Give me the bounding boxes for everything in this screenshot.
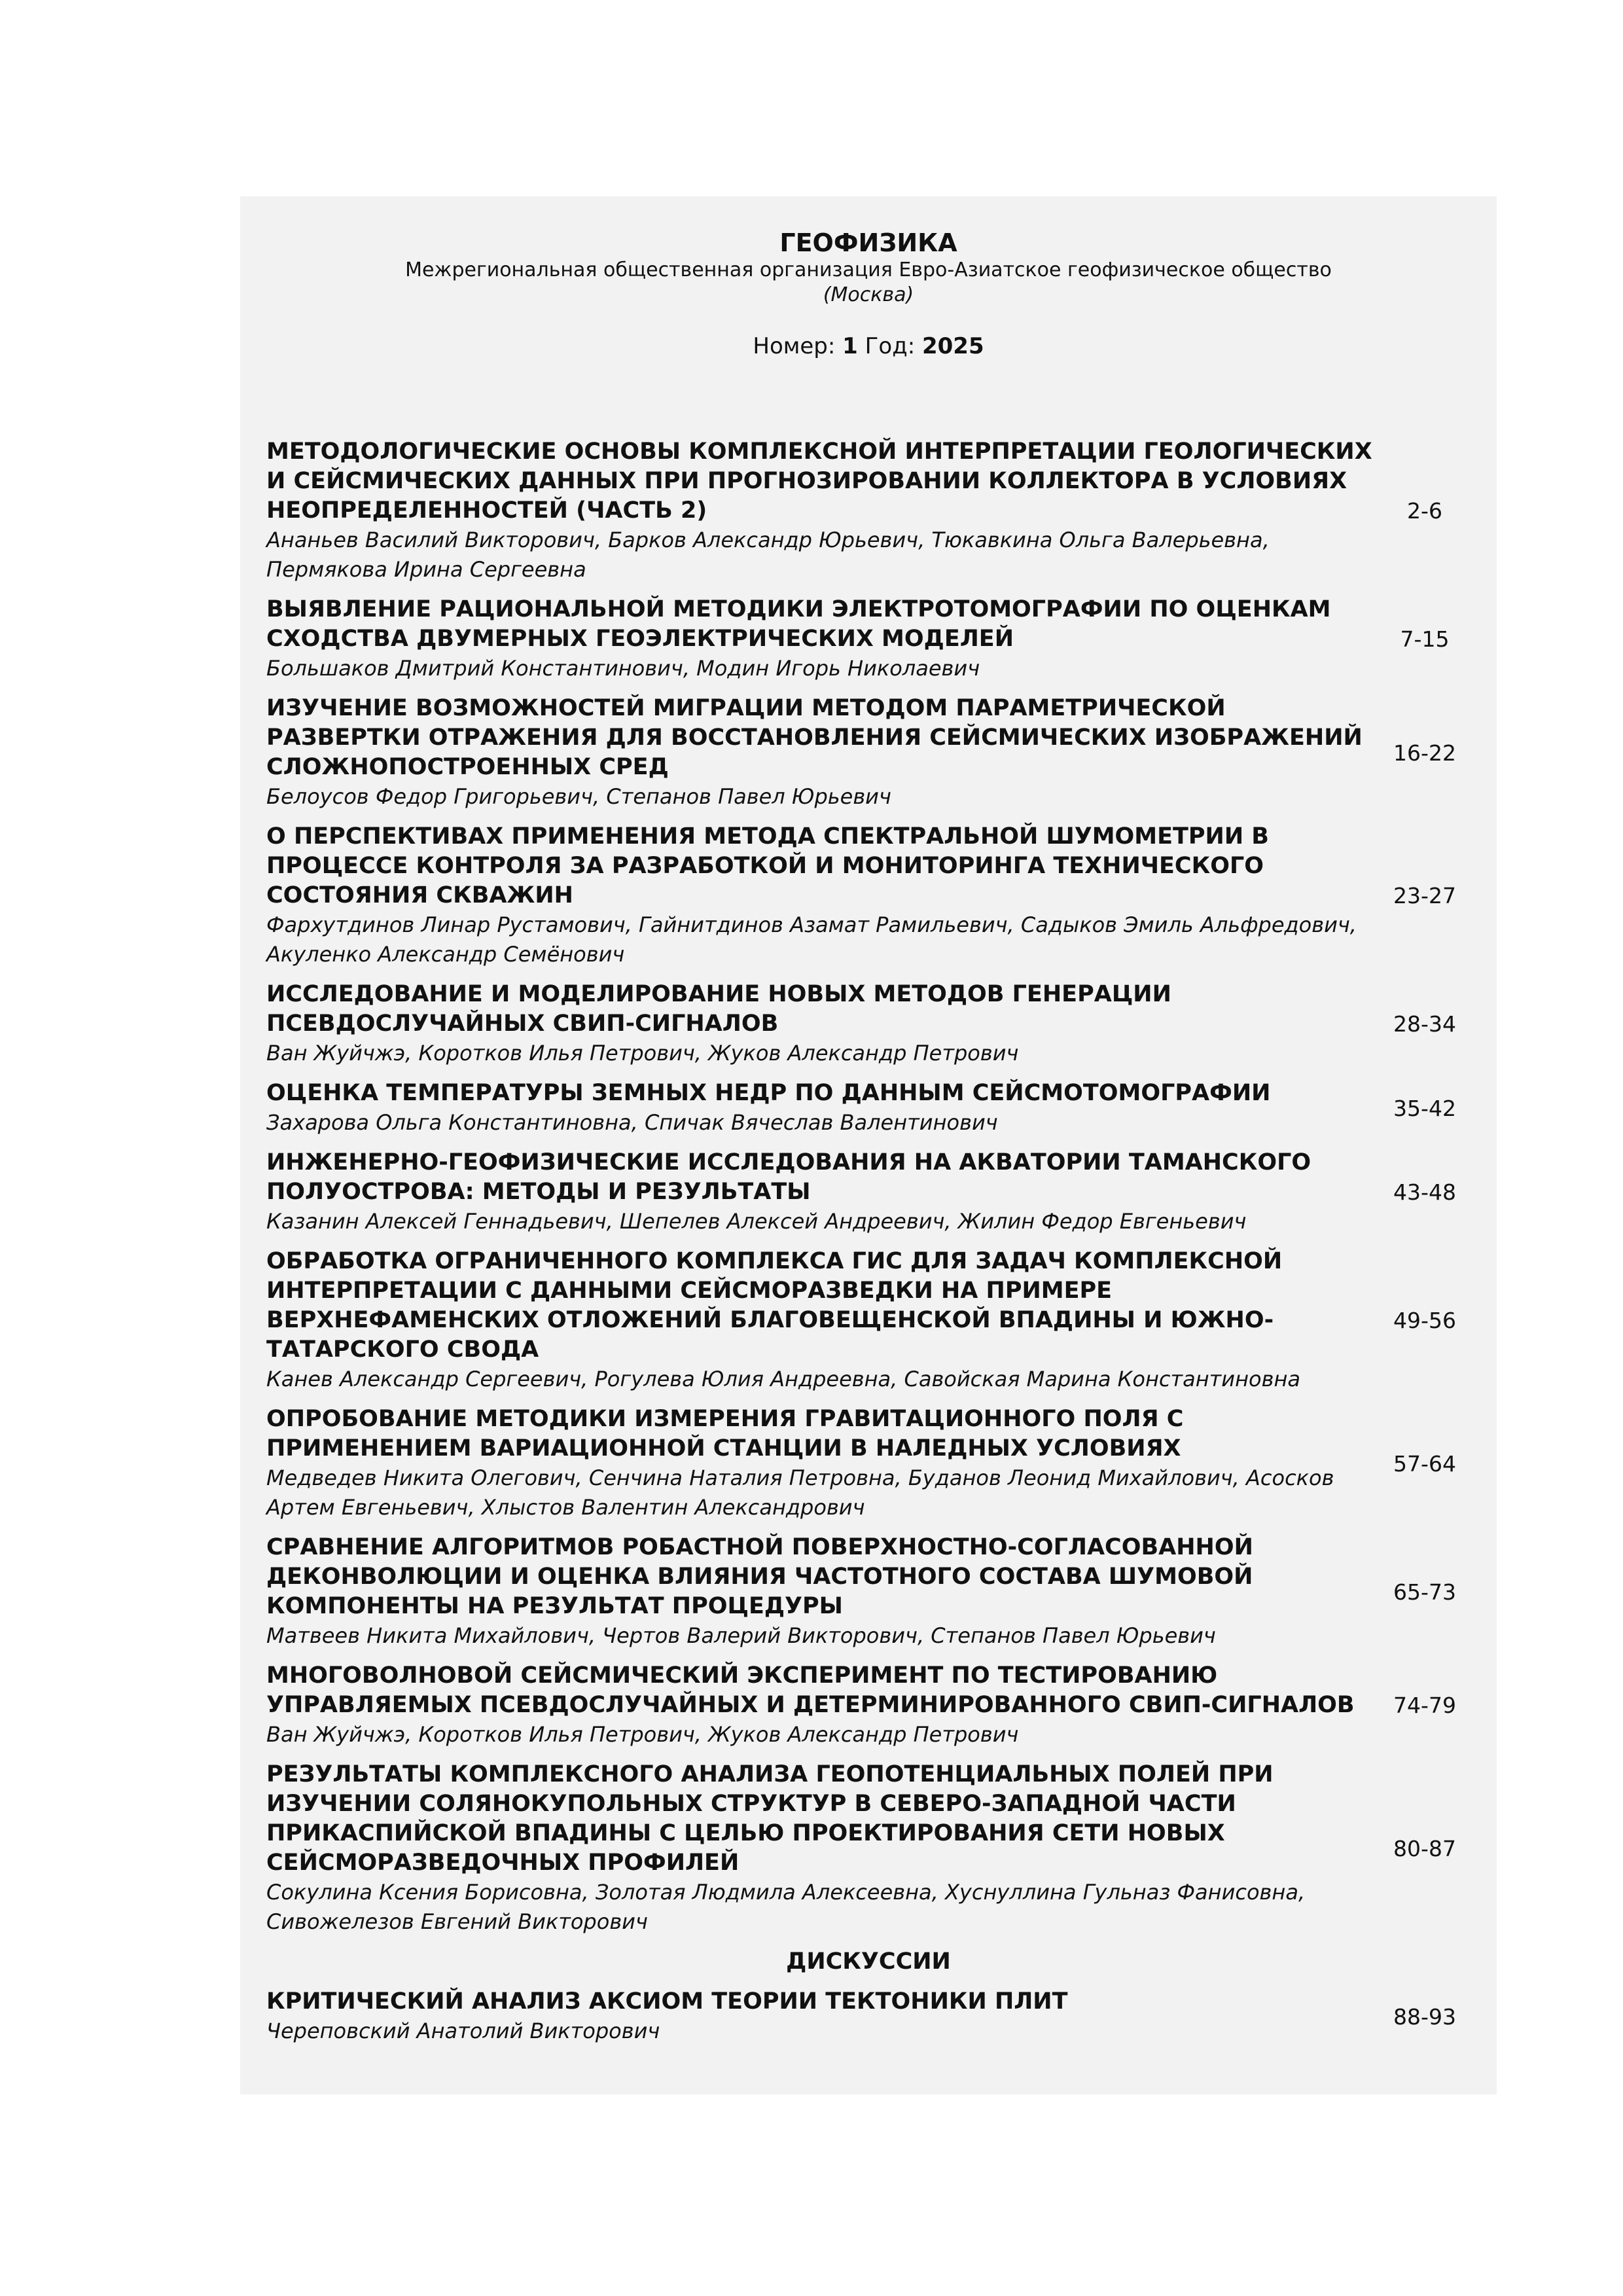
article-pages: 88-93 <box>1393 2003 1456 2030</box>
toc-entry[interactable] <box>266 1079 1471 1138</box>
article-title[interactable]: ОПРОБОВАНИЕ МЕТОДИКИ ИЗМЕРЕНИЯ ГРАВИТАЦИОННОГО ПОЛЯ С ПРИМЕНЕНИЕМ ВАРИАЦИОННОЙ СТАНЦИИ В НАЛЕДНЫХ УСЛОВИЯХ <box>266 1406 1184 1462</box>
article-authors: Большаков Дмитрий Константинович, Модин Игорь Николаевич <box>266 656 980 681</box>
article-pages: 43-48 <box>1393 1179 1456 1205</box>
section-heading-discussions: ДИСКУССИИ <box>786 1948 951 1975</box>
publisher-name: Межрегиональная общественная организация Евро-Азиатское геофизическое общество <box>405 259 1332 281</box>
toc-entry[interactable] <box>266 595 1471 683</box>
entry-body <box>266 822 1379 969</box>
article-pages: 80-87 <box>1393 1835 1456 1861</box>
toc-entry[interactable] <box>266 1760 1471 1937</box>
article-pages: 65-73 <box>1393 1579 1456 1605</box>
entry-body <box>266 1661 1379 1749</box>
article-title[interactable]: ОБРАБОТКА ОГРАНИЧЕННОГО КОМПЛЕКСА ГИС ДЛЯ ЗАДАЧ КОМПЛЕКСНОЙ ИНТЕРПРЕТАЦИИ С ДАННЫМИ СЕЙСМОРАЗВЕДКИ НА ПРИМЕРЕ ВЕРХНЕФАМЕНСКИХ ОТЛОЖЕНИЙ БЛАГОВЕЩЕНСКОЙ ВПАДИНЫ И ЮЖНО-ТАТАРСКОГО СВОДА <box>266 1248 1283 1363</box>
entry-body <box>266 437 1379 584</box>
article-pages: 7-15 <box>1400 626 1450 652</box>
article-title[interactable]: СРАВНЕНИЕ АЛГОРИТМОВ РОБАСТНОЙ ПОВЕРХНОСТНО-СОГЛАСОВАННОЙ ДЕКОНВОЛЮЦИИ И ОЦЕНКА ВЛИЯНИЯ ЧАСТОТНОГО СОСТАВА ШУМОВОЙ КОМПОНЕНТЫ НА РЕЗУЛЬТАТ ПРОЦЕДУРЫ <box>266 1534 1253 1619</box>
article-authors: Череповский Анатолий Викторович <box>266 2018 660 2043</box>
entry-body <box>266 1760 1379 1937</box>
article-authors: Захарова Ольга Константиновна, Спичак Вячеслав Валентинович <box>266 1110 998 1135</box>
issue-year: 2025 <box>921 333 984 359</box>
publisher-city: (Москва) <box>823 283 914 306</box>
entry-body <box>266 1148 1379 1236</box>
entry-body <box>266 1079 1379 1138</box>
article-authors: Белоусов Федор Григорьевич, Степанов Павел Юрьевич <box>266 784 891 809</box>
issue-number: 1 <box>842 333 858 359</box>
article-pages: 28-34 <box>1393 1011 1456 1037</box>
article-pages: 35-42 <box>1393 1095 1456 1121</box>
article-title[interactable]: ОЦЕНКА ТЕМПЕРАТУРЫ ЗЕМНЫХ НЕДР ПО ДАННЫМ СЕЙСМОТОМОГРАФИИ <box>266 1080 1271 1106</box>
article-authors: Ван Жуйчжэ, Коротков Илья Петрович, Жуков Александр Петрович <box>266 1722 1019 1747</box>
toc-entry[interactable] <box>266 694 1471 812</box>
contents-sheet <box>240 196 1497 2094</box>
toc-entry[interactable] <box>266 980 1471 1068</box>
article-pages: 2-6 <box>1407 498 1442 524</box>
entry-body <box>266 1247 1379 1394</box>
article-title[interactable]: КРИТИЧЕСКИЙ АНАЛИЗ АКСИОМ ТЕОРИИ ТЕКТОНИКИ ПЛИТ <box>266 1988 1068 2015</box>
article-authors: Ананьев Василий Викторович, Барков Александр Юрьевич, Тюкавкина Ольга Валерьевна, Пермякова Ирина Сергеевна <box>266 528 1270 582</box>
toc-entry[interactable] <box>266 1405 1471 1522</box>
toc-entry[interactable] <box>266 1247 1471 1394</box>
toc-entry[interactable] <box>266 1987 1471 2046</box>
article-title[interactable]: ИССЛЕДОВАНИЕ И МОДЕЛИРОВАНИЕ НОВЫХ МЕТОДОВ ГЕНЕРАЦИИ ПСЕВДОСЛУЧАЙНЫХ СВИП-СИГНАЛОВ <box>266 981 1171 1037</box>
toc-entry[interactable] <box>266 1661 1471 1749</box>
article-authors: Фархутдинов Линар Рустамович, Гайнитдинов Азамат Рамильевич, Садыков Эмиль Альфредович, Акуленко Александр Семёнович <box>266 912 1357 967</box>
toc-entry[interactable] <box>266 1533 1471 1651</box>
article-authors: Матвеев Никита Михайлович, Чертов Валерий Викторович, Степанов Павел Юрьевич <box>266 1623 1216 1648</box>
article-pages: 49-56 <box>1393 1308 1456 1333</box>
article-title[interactable]: ИЗУЧЕНИЕ ВОЗМОЖНОСТЕЙ МИГРАЦИИ МЕТОДОМ ПАРАМЕТРИЧЕСКОЙ РАЗВЕРТКИ ОТРАЖЕНИЯ ДЛЯ ВОССТАНОВЛЕНИЯ СЕЙСМИЧЕСКИХ ИЗОБРАЖЕНИЙ СЛОЖНОПОСТРОЕННЫХ СРЕД <box>266 695 1363 780</box>
year-label: Год: <box>865 333 916 359</box>
article-authors: Канев Александр Сергеевич, Рогулева Юлия Андреевна, Савойская Марина Константиновна <box>266 1367 1300 1391</box>
article-title[interactable]: О ПЕРСПЕКТИВАХ ПРИМЕНЕНИЯ МЕТОДА СПЕКТРАЛЬНОЙ ШУМОМЕТРИИ В ПРОЦЕССЕ КОНТРОЛЯ ЗА РАЗРАБОТКОЙ И МОНИТОРИНГА ТЕХНИЧЕСКОГО СОСТОЯНИЯ СКВАЖИН <box>266 823 1269 908</box>
entry-body <box>266 980 1379 1068</box>
entry-body <box>266 595 1379 683</box>
article-title[interactable]: МЕТОДОЛОГИЧЕСКИЕ ОСНОВЫ КОМПЛЕКСНОЙ ИНТЕРПРЕТАЦИИ ГЕОЛОГИЧЕСКИХ И СЕЙСМИЧЕСКИХ ДАННЫХ ПРИ ПРОГНОЗИРОВАНИИ КОЛЛЕКТОРА В УСЛОВИЯХ НЕОПРЕДЕЛЕННОСТЕЙ (ЧАСТЬ 2) <box>266 439 1372 524</box>
issue-line <box>240 332 1497 360</box>
article-pages: 57-64 <box>1393 1450 1456 1477</box>
article-authors: Казанин Алексей Геннадьевич, Шепелев Алексей Андреевич, Жилин Федор Евгеньевич <box>266 1209 1247 1234</box>
article-pages: 16-22 <box>1393 740 1456 766</box>
article-title[interactable]: ВЫЯВЛЕНИЕ РАЦИОНАЛЬНОЙ МЕТОДИКИ ЭЛЕКТРОТОМОГРАФИИ ПО ОЦЕНКАМ СХОДСТВА ДВУМЕРНЫХ ГЕОЭЛЕКТРИЧЕСКИХ МОДЕЛЕЙ <box>266 596 1331 652</box>
entry-body <box>266 1405 1379 1522</box>
article-title[interactable]: ИНЖЕНЕРНО-ГЕОФИЗИЧЕСКИЕ ИССЛЕДОВАНИЯ НА АКВАТОРИИ ТАМАНСКОГО ПОЛУОСТРОВА: МЕТОДЫ И РЕЗУЛЬТАТЫ <box>266 1149 1311 1205</box>
toc-entry[interactable] <box>266 822 1471 969</box>
article-pages: 74-79 <box>1393 1693 1456 1718</box>
entry-body <box>266 1533 1379 1651</box>
table-of-contents <box>266 437 1471 2056</box>
article-authors: Медведев Никита Олегович, Сенчина Наталия Петровна, Буданов Леонид Михайлович, Асосков Артем Евгеньевич, Хлыстов Валентин Александрович <box>266 1465 1334 1520</box>
article-title[interactable]: РЕЗУЛЬТАТЫ КОМПЛЕКСНОГО АНАЛИЗА ГЕОПОТЕНЦИАЛЬНЫХ ПОЛЕЙ ПРИ ИЗУЧЕНИИ СОЛЯНОКУПОЛЬНЫХ СТРУКТУР В СЕВЕРО-ЗАПАДНОЙ ЧАСТИ ПРИКАСПИЙСКОЙ ВПАДИНЫ С ЦЕЛЬЮ ПРОЕКТИРОВАНИЯ СЕТИ НОВЫХ СЕЙСМОРАЗВЕДОЧНЫХ ПРОФИЛЕЙ <box>266 1761 1274 1876</box>
toc-entry[interactable] <box>266 437 1471 584</box>
article-title[interactable]: МНОГОВОЛНОВОЙ СЕЙСМИЧЕСКИЙ ЭКСПЕРИМЕНТ ПО ТЕСТИРОВАНИЮ УПРАВЛЯЕМЫХ ПСЕВДОСЛУЧАЙНЫХ И ДЕТЕРМИНИРОВАННОГО СВИП-СИГНАЛОВ <box>266 1662 1355 1718</box>
article-pages: 23-27 <box>1393 883 1456 908</box>
entry-body <box>266 1987 1379 2046</box>
journal-header <box>240 228 1497 360</box>
journal-title: ГЕОФИЗИКА <box>779 228 957 257</box>
entry-body <box>266 694 1379 812</box>
toc-entry[interactable] <box>266 1148 1471 1236</box>
article-authors: Ван Жуйчжэ, Коротков Илья Петрович, Жуков Александр Петрович <box>266 1041 1019 1066</box>
issue-label: Номер: <box>753 333 836 359</box>
article-authors: Сокулина Ксения Борисовна, Золотая Людмила Алексеевна, Хуснуллина Гульназ Фанисовна, Сивожелезов Евгений Викторович <box>266 1880 1306 1934</box>
